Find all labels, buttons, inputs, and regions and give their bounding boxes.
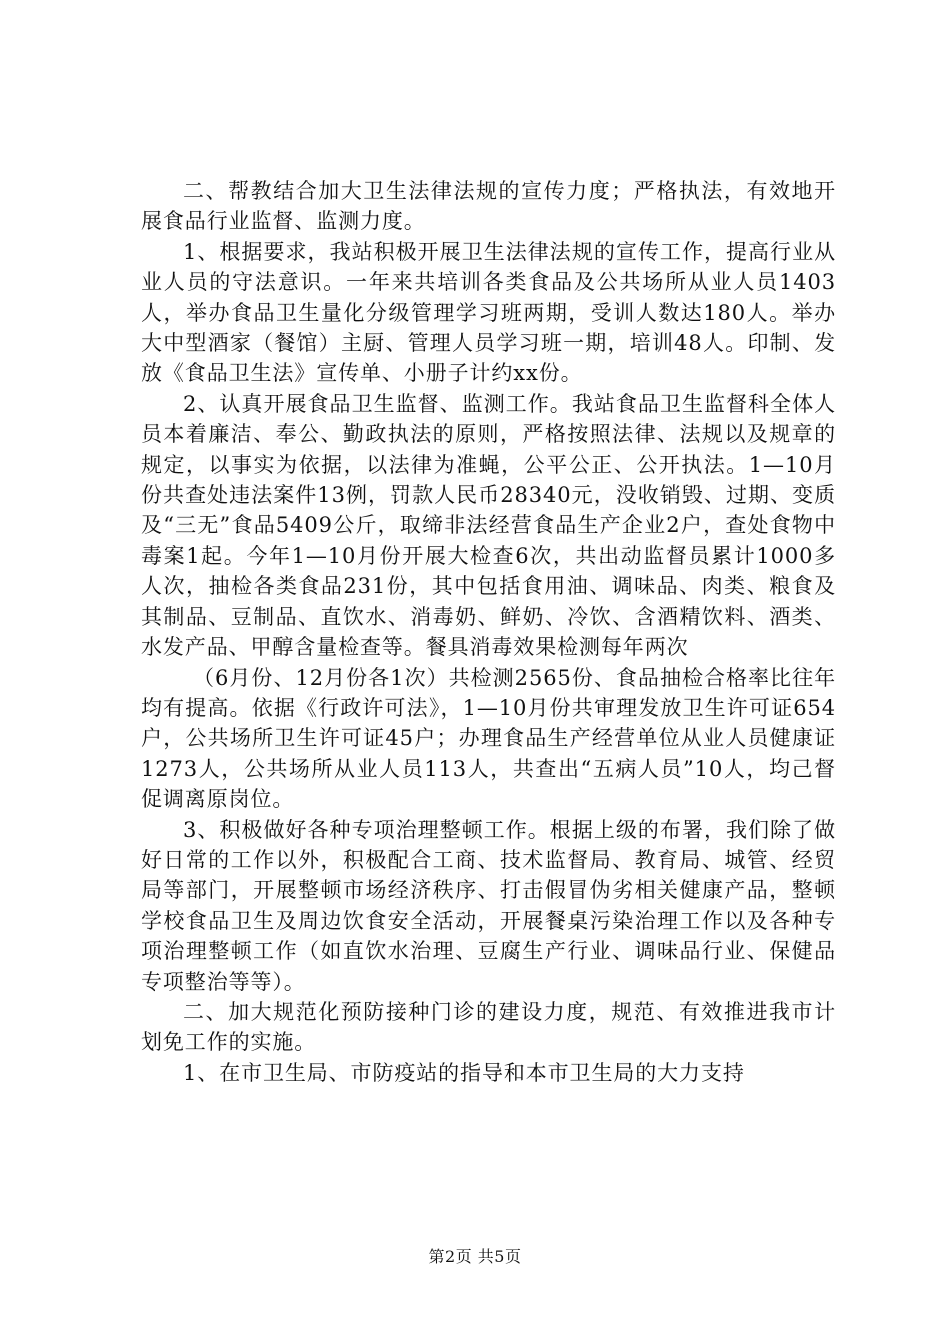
paragraph-vaccination-support: 1、在市卫生局、市防疫站的指导和本市卫生局的大力支持 — [183, 1060, 745, 1085]
section-heading-vaccination: 二、加大规范化预防接种门诊的建设力度，规范、有效推进我市计划免工作的实施。 — [141, 999, 836, 1055]
paragraph-special-rectification: 3、积极做好各种专项治理整顿工作。根据上级的布署，我们除了做好日常的工作以外，积极配合工商、技术监督局、教育局、城管、经贸局等部门，开展整顿市场经济秩序、打击假冒伪劣相关健康产品，整顿学校食品卫生及周边饮食安全活动，开展餐桌污染治理工作以及各种专项治理整顿工作（如直饮水治理、豆腐生产行业、调味品行业、保健品专项整治等等）。 — [141, 817, 836, 994]
section-heading-publicity: 二、帮教结合加大卫生法律法规的宣传力度；严格执法，有效地开展食品行业监督、监测力度。 — [141, 179, 836, 234]
paragraph-testing-results: （6月份、12月份各1次）共检测2565份、食品抽检合格率比往年均有提高。依据《行政许可法》，1—10月份共审理发放卫生许可证654户，公共场所卫生许可证45户；办理食品生产经营单位从业人员健康证1273人，公共场所从业人员113人，共查出“五病人员”10人，均己督促调离原岗位。 — [141, 665, 836, 812]
document-body — [141, 176, 836, 1088]
paragraph-training: 1、根据要求，我站积极开展卫生法律法规的宣传工作，提高行业从业人员的守法意识。一年来共培训各类食品及公共场所从业人员1403人，举办食品卫生量化分级管理学习班两期，受训人数达180人。举办大中型酒家（餐馆）主厨、管理人员学习班一期，培训48人。印制、发放《食品卫生法》宣传单、小册子计约xx份。 — [141, 239, 836, 386]
page-footer: 第2页 共5页 — [428, 1247, 522, 1266]
paragraph-supervision: 2、认真开展食品卫生监督、监测工作。我站食品卫生监督科全体人员本着廉洁、奉公、勤政执法的原则，严格按照法律、法规以及规章的规定，以事实为依据，以法律为准蝇，公平公正、公开执法。1—10月份共查处违法案件13例，罚款人民币28340元，没收销毁、过期、变质及“三无”食品5409公斤，取缔非法经营食品生产企业2户，查处食物中毒案1起。今年1—10月份开展大检查6次，共出动监督员累计1000多人次，抽检各类食品231份，其中包括食用油、调味品、肉类、粮食及其制品、豆制品、直饮水、消毒奶、鲜奶、冷饮、含酒精饮料、酒类、水发产品、甲醇含量检查等。餐具消毒效果检测每年两次 — [141, 391, 836, 660]
